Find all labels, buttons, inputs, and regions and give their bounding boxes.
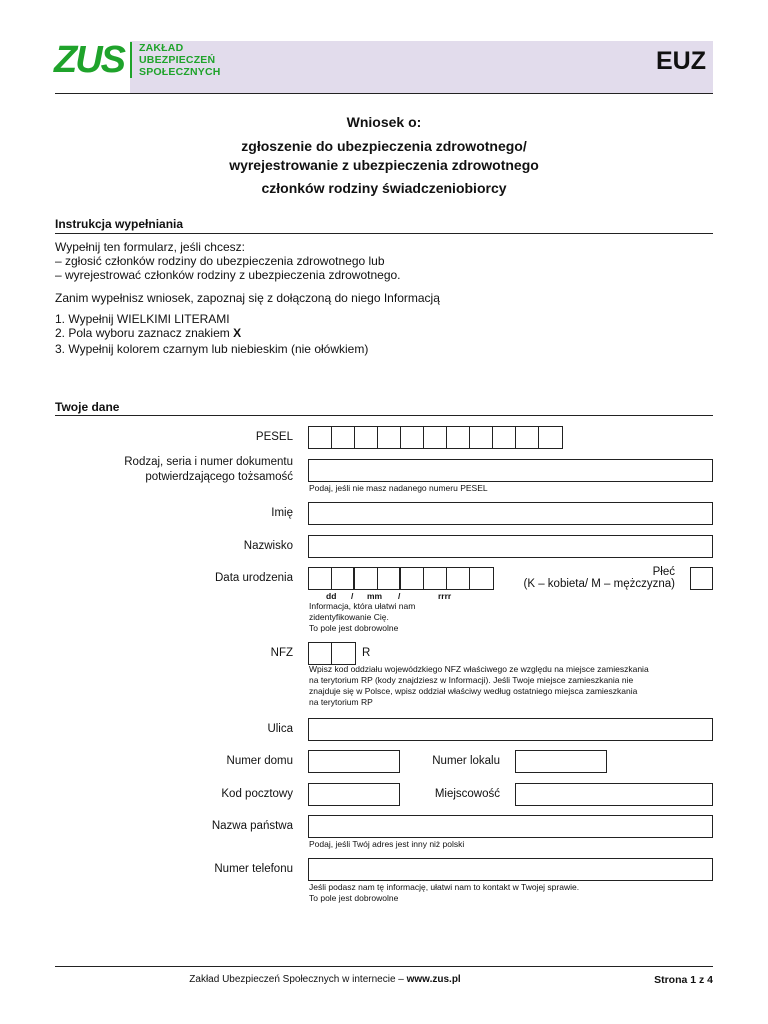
footer-label: Zakład Ubezpieczeń Społecznych w internecie – [189,974,407,985]
country-label: Nazwa państwa [211,820,293,832]
hint-line: Informacja, która ułatwi nam [309,601,416,611]
footer-text [55,974,595,985]
birth-date-cell[interactable] [309,568,332,589]
birth-date-cell[interactable] [378,568,401,589]
logo-divider [130,42,132,78]
document-label-line: Rodzaj, seria i numer dokumentu [124,456,293,468]
hint-line: Wpisz kod oddziału wojewódzkiego NFZ właściwego ze względu na miejsce zamieszkania [309,664,649,674]
date-mm: mm [367,591,383,601]
birth-date-cell[interactable] [401,568,424,589]
instructions-step [55,326,241,340]
city-label: Miejscowość [434,788,500,800]
instructions-heading: Instrukcja wypełniania [55,217,184,231]
form-code: EUZ [656,47,706,75]
instructions-intro: Wypełnij ten formularz, jeśli chcesz: [55,240,245,254]
pesel-cell[interactable] [332,427,355,448]
nfz-cell[interactable] [332,643,355,664]
hint-line: znajduje się w Polsce, wpisz oddział właściwy według ostatniego miejsca zamieszkania [309,686,638,696]
postal-code-label: Kod pocztowy [221,788,293,800]
document-input[interactable] [308,459,713,482]
country-input[interactable] [308,815,713,838]
pesel-cell[interactable] [378,427,401,448]
nfz-suffix: R [362,647,371,659]
mark-char: X [233,326,242,340]
birth-date-cell[interactable] [332,568,355,589]
house-no-label: Numer domu [226,755,293,767]
footer-divider [55,966,713,967]
phone-input[interactable] [308,858,713,881]
hint-line: To pole jest dobrowolne [309,623,399,633]
house-no-input[interactable] [308,750,400,773]
title-line: Wniosek o: [346,114,422,130]
section-divider [55,415,713,416]
street-input[interactable] [308,718,713,741]
country-hint: Podaj, jeśli Twój adres jest inny niż polski [309,839,465,849]
pesel-input[interactable] [308,426,563,449]
hint-line: na terytorium RP (kody znajdziesz w Informacji). Jeśli Twoje miejsce zamieszkania nie [309,675,634,685]
pesel-cell[interactable] [493,427,516,448]
birth-date-input[interactable] [308,567,494,590]
instructions-info: Zanim wypełnisz wniosek, zapoznaj się z dołączoną do niego Informacją [55,291,440,305]
nfz-input[interactable] [308,642,356,665]
logo-line: UBEZPIECZEŃ [139,54,216,66]
flat-no-label: Numer lokalu [432,755,500,767]
nfz-hint [309,664,714,708]
section-divider [55,233,713,234]
pesel-cell[interactable] [470,427,493,448]
flat-no-input[interactable] [515,750,607,773]
pesel-label: PESEL [255,431,293,443]
title-line: zgłoszenie do ubezpieczenia zdrowotnego/ [241,138,527,154]
phone-label: Numer telefonu [214,863,293,875]
zus-logo: ZUS [54,39,124,81]
phone-hint [309,882,579,904]
nfz-label: NFZ [270,647,293,659]
pesel-cell[interactable] [516,427,539,448]
birth-date-cell[interactable] [355,568,378,589]
birth-date-hint [309,601,415,634]
personal-data-heading: Twoje dane [55,400,120,414]
logo-line: SPOŁECZNYCH [139,66,221,78]
pesel-cell[interactable] [447,427,470,448]
footer-link[interactable]: www.zus.pl [406,974,461,985]
first-name-label: Imię [271,507,293,519]
sex-input[interactable] [690,567,713,590]
hint-line: na terytorium RP [309,697,373,707]
pesel-cell[interactable] [309,427,332,448]
step-text: 2. Pola wyboru zaznacz znakiem [55,326,234,340]
date-dd: dd [326,591,337,601]
last-name-label: Nazwisko [243,540,293,552]
birth-date-label: Data urodzenia [215,572,293,584]
logo-line: ZAKŁAD [139,42,184,54]
date-yyyy: rrrr [438,591,452,601]
page-number: Strona 1 z 4 [654,974,713,986]
instructions-step: 1. Wypełnij WIELKIMI LITERAMI [55,312,230,326]
pesel-cell[interactable] [355,427,378,448]
instructions-step: 3. Wypełnij kolorem czarnym lub niebieskim (nie ołówkiem) [55,342,369,356]
birth-date-cell[interactable] [470,568,493,589]
city-input[interactable] [515,783,713,806]
birth-date-cell[interactable] [424,568,447,589]
sex-sub-label: (K – kobieta/ M – mężczyzna) [523,578,675,590]
date-sep: / [351,591,354,601]
instructions-bullet: – wyrejestrować członków rodziny z ubezpieczenia zdrowotnego. [55,268,401,282]
document-label [80,455,293,485]
logo-text [139,42,221,78]
last-name-input[interactable] [308,535,713,558]
pesel-cell[interactable] [401,427,424,448]
pesel-cell[interactable] [539,427,562,448]
hint-line: To pole jest dobrowolne [309,893,399,903]
sex-label: Płeć [652,566,675,578]
instructions-bullet: – zgłosić członków rodziny do ubezpieczenia zdrowotnego lub [55,254,385,268]
first-name-input[interactable] [308,502,713,525]
hint-line: zidentyfikowanie Cię. [309,612,389,622]
title-line: członków rodziny świadczeniobiorcy [261,180,507,196]
title-line: wyrejestrowanie z ubezpieczenia zdrowotnego [229,157,539,173]
hint-line: Jeśli podasz nam tę informację, ułatwi nam to kontakt w Twojej sprawie. [309,882,580,892]
header-divider [55,93,713,94]
birth-date-cell[interactable] [447,568,470,589]
pesel-cell[interactable] [424,427,447,448]
date-sep: / [398,591,401,601]
nfz-cell[interactable] [309,643,332,664]
document-label-line: potwierdzającego tożsamość [145,471,293,483]
document-hint: Podaj, jeśli nie masz nadanego numeru PESEL [309,483,488,493]
street-label: Ulica [267,723,293,735]
postal-code-input[interactable] [308,783,400,806]
